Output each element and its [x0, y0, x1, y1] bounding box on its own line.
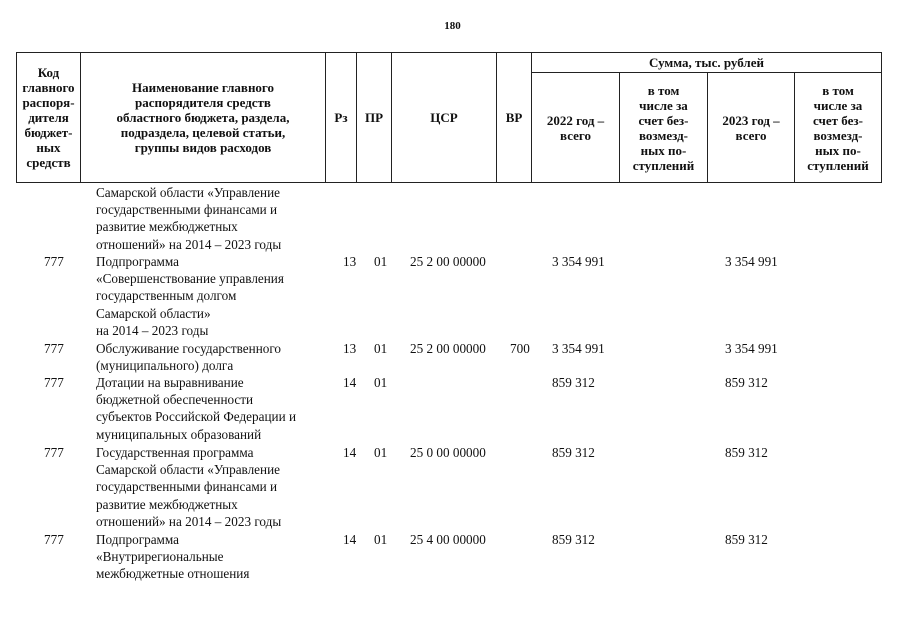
row-4-name: Государственная программа Самарской области «Управление государственными финансами и развитие межбюджетных отношений» на 2014 – 2023 годы [96, 445, 282, 529]
row-1-code: 777 [44, 254, 64, 269]
row-3-code: 777 [44, 375, 64, 390]
row-4-code: 777 [44, 445, 64, 460]
row-3-sum-2022: 859 312 [552, 375, 595, 390]
row-2-sum-2023: 3 354 991 [725, 341, 778, 356]
row-2-pr: 01 [374, 341, 388, 356]
header-pr: ПР [357, 53, 392, 183]
row-1-name: Подпрограмма «Совершенствование управления государственным долгом Самарской области» на 2014 – 2023 годы [96, 254, 284, 338]
row-5-sum-2023: 859 312 [725, 532, 768, 547]
header-csr: ЦСР [392, 53, 497, 183]
header-2023-free: в том числе за счет без- возмезд- ных по- ступлений [795, 73, 882, 183]
row-5-code: 777 [44, 532, 64, 547]
row-4-csr: 25 0 00 00000 [410, 445, 486, 460]
row-5-csr: 25 4 00 00000 [410, 532, 486, 547]
header-2022-free: в том числе за счет без- возмезд- ных по- ступлений [620, 73, 708, 183]
row-3-name: Дотации на выравнивание бюджетной обеспеченности субъектов Российской Федерации и муниципальных образований [96, 375, 297, 442]
header-code: Код главного распоря- дителя бюджет- ных средств [17, 53, 81, 183]
row-2-csr: 25 2 00 00000 [410, 341, 486, 356]
page-number: 180 [444, 20, 461, 32]
row-2-vr: 700 [510, 341, 530, 356]
row-4-pr: 01 [374, 445, 388, 460]
row-1-sum-2022: 3 354 991 [552, 254, 605, 269]
row-5-name: Подпрограмма «Внутрирегиональные межбюджетные отношения [96, 532, 250, 582]
row-4-rz: 14 [343, 445, 357, 460]
header-2023-total: 2023 год – всего [708, 73, 795, 183]
row-2-code: 777 [44, 341, 64, 356]
row-4-sum-2022: 859 312 [552, 445, 595, 460]
row-3-sum-2023: 859 312 [725, 375, 768, 390]
row-0-name: Самарской области «Управление государственными финансами и развитие межбюджетных отношений» на 2014 – 2023 годы [96, 185, 282, 252]
row-5-pr: 01 [374, 532, 388, 547]
row-1-csr: 25 2 00 00000 [410, 254, 486, 269]
row-3-rz: 14 [343, 375, 357, 390]
row-2-sum-2022: 3 354 991 [552, 341, 605, 356]
header-sum: Сумма, тыс. рублей [532, 53, 882, 73]
row-2-name: Обслуживание государственного (муниципального) долга [96, 341, 282, 374]
table-header [16, 52, 882, 183]
header-2022-total: 2022 год – всего [532, 73, 620, 183]
row-3-pr: 01 [374, 375, 388, 390]
row-1-pr: 01 [374, 254, 388, 269]
row-5-sum-2022: 859 312 [552, 532, 595, 547]
row-5-rz: 14 [343, 532, 357, 547]
row-4-sum-2023: 859 312 [725, 445, 768, 460]
header-name: Наименование главного распорядителя средств областного бюджета, раздела, подраздела, целевой статьи, группы видов расходов [81, 53, 326, 183]
row-1-rz: 13 [343, 254, 357, 269]
row-2-rz: 13 [343, 341, 357, 356]
header-vr: ВР [497, 53, 532, 183]
row-1-sum-2023: 3 354 991 [725, 254, 778, 269]
header-rz: Рз [326, 53, 357, 183]
